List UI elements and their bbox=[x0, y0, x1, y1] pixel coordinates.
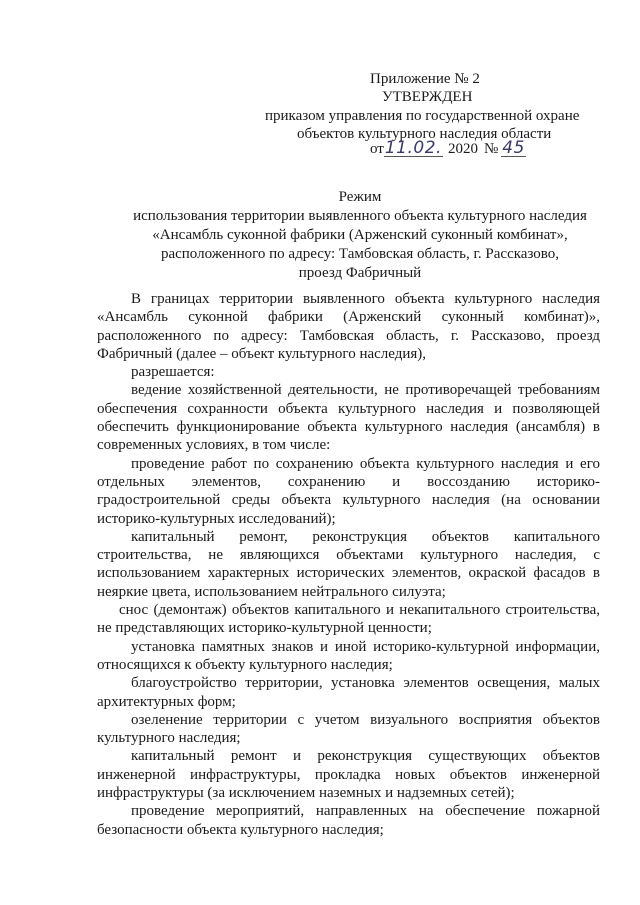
handwritten-number: 45 bbox=[502, 138, 525, 158]
approved-label: УТВЕРЖДЕН bbox=[382, 89, 473, 105]
order-year: 2020 bbox=[447, 141, 478, 157]
title-line-2: использования территории выявленного объекта культурного наследия bbox=[133, 208, 587, 224]
number-sign: № bbox=[483, 141, 499, 157]
paragraph-demolition: снос (демонтаж) объектов капитального и некапитального строительства, не представляющих историко-культурной ценности; bbox=[97, 602, 600, 637]
order-date-number bbox=[370, 140, 526, 158]
paragraph-greening: озеленение территории с учетом визуального восприятия объектов культурного наследия; bbox=[97, 711, 600, 747]
paragraph-permitted: разрешается: bbox=[131, 364, 215, 381]
title-line-4: расположенного по адресу: Тамбовская область, г. Рассказово, bbox=[160, 246, 560, 262]
handwritten-date: 11.02. bbox=[384, 138, 442, 158]
title-regime: Режим bbox=[338, 189, 382, 205]
paragraph-boundaries: В границах территории выявленного объекта культурного наследия «Ансамбль суконной фабрики (Арженский суконный комбинат)», расположенного по адресу: Тамбовская область, г. Рассказово, проезд Фабричный (далее – объект культурного наследия), bbox=[97, 291, 600, 362]
title-line-3: «Ансамбль суконной фабрики (Арженский суконный комбинат», bbox=[152, 227, 568, 243]
order-line-2: объектов культурного наследия области bbox=[297, 126, 552, 142]
paragraph-landscaping: благоустройство территории, установка элементов освещения, малых архитектурных форм; bbox=[97, 675, 600, 710]
paragraph-fire-safety: проведение мероприятий, направленных на обеспечение пожарной безопасности объекта культурного наследия; bbox=[97, 803, 600, 838]
paragraph-engineering-infrastructure: капитальный ремонт и реконструкция существующих объектов инженерной инфраструктуры, прокладка новых объектов инженерной инфраструктуры (за исключением наземных и надземных сетей); bbox=[97, 748, 600, 802]
paragraph-capital-repair: капитальный ремонт, реконструкция объектов капитального строительства, не являющихся объектами культурного наследия, с использованием характерных исторических элементов, окраской фасадов в неяркие цвета, использованием нейтрального силуэта; bbox=[97, 528, 600, 600]
document-body bbox=[97, 290, 600, 839]
paragraph-economic-activity: ведение хозяйственной деятельности, не противоречащей требованиям обеспечения сохранности объекта культурного наследия и позволяющей обеспечить функционирование объекта культурного наследия (ансамбля) в современных условиях, в том числе: bbox=[97, 382, 600, 454]
paragraph-memorial-signs: установка памятных знаков и иной историко-культурной информации, относящихся к объекту культурного наследия; bbox=[97, 638, 600, 673]
date-prefix: от bbox=[370, 141, 384, 157]
document-title bbox=[100, 188, 620, 283]
appendix-number: Приложение № 2 bbox=[370, 71, 480, 87]
order-line-1: приказом управления по государственной охране bbox=[265, 108, 580, 124]
title-line-5: проезд Фабричный bbox=[298, 265, 422, 281]
paragraph-preservation-works: проведение работ по сохранению объекта культурного наследия и его отдельных элементов, сохранению и воссозданию историко-градостроительной среды объекта культурного наследия (на основании историко-культурных исследований); bbox=[97, 455, 600, 527]
